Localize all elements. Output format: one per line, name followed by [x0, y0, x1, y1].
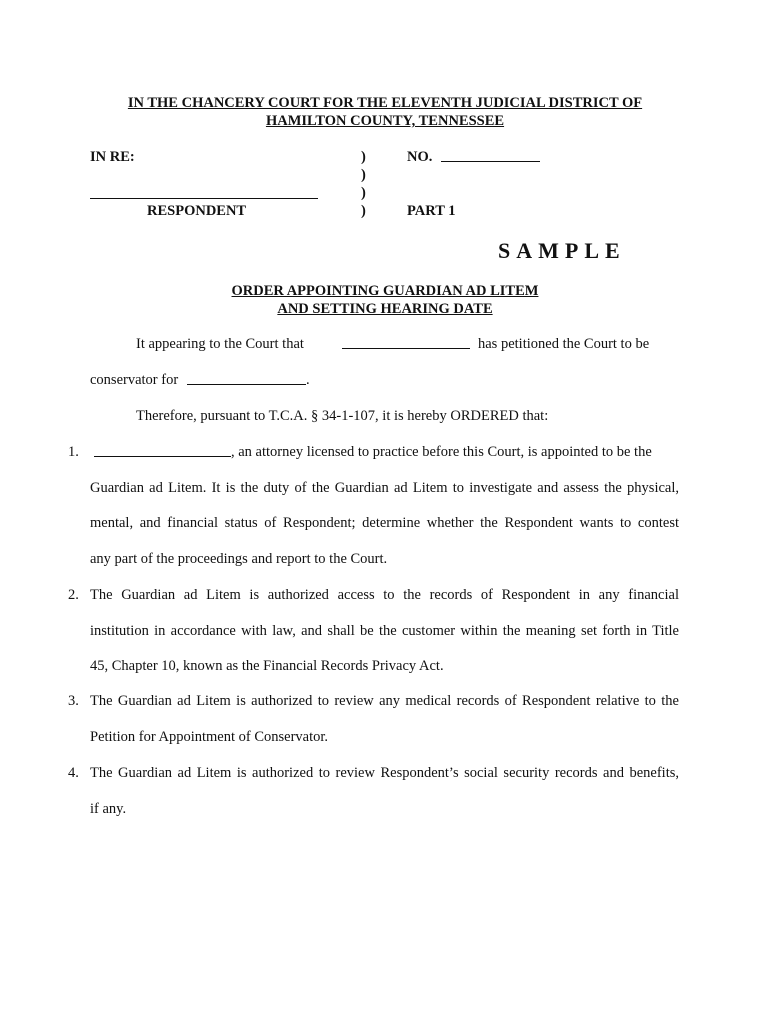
caption-paren: )	[361, 203, 366, 219]
item-3-line-2: Petition for Appointment of Conservator.	[90, 729, 329, 745]
item-3-line-1: The Guardian ad Litem is authorized to review any medical records of Respondent relative to the	[90, 693, 679, 709]
attorney-name-blank	[94, 456, 231, 457]
item-1-line-2: Guardian ad Litem. It is the duty of the Guardian ad Litem to investigate and assess the physical,	[90, 480, 679, 496]
petitioner-blank	[342, 348, 470, 349]
item-1-line-1: , an attorney licensed to practice before this Court, is appointed to be the	[231, 444, 652, 460]
item-number: 3.	[68, 693, 79, 709]
item-number: 4.	[68, 765, 79, 781]
intro-text-a: It appearing to the Court that	[136, 336, 304, 352]
item-1-line-3: mental, and financial status of Respondent; determine whether the Respondent wants to contest	[90, 515, 679, 531]
intro-text-d: .	[306, 372, 310, 388]
case-number-label: NO.	[407, 149, 433, 165]
caption-paren: )	[361, 185, 366, 201]
conservatee-blank	[187, 384, 306, 385]
item-1-line-4: any part of the proceedings and report to the Court.	[90, 551, 388, 567]
intro-text-c: conservator for	[90, 372, 179, 388]
item-2-line-2: institution in accordance with law, and shall be the customer within the meaning set forth in Title	[90, 623, 679, 639]
respondent-label: RESPONDENT	[147, 203, 247, 219]
sample-watermark: SAMPLE	[498, 238, 626, 263]
order-title-line-2: AND SETTING HEARING DATE	[277, 301, 493, 317]
item-number: 1.	[68, 444, 79, 460]
intro-text-b: has petitioned the Court to be	[478, 336, 650, 352]
item-4-line-1: The Guardian ad Litem is authorized to review Respondent’s social security records and benefits,	[90, 765, 679, 781]
ordered-statement: Therefore, pursuant to T.C.A. § 34-1-107, it is hereby ORDERED that:	[136, 408, 549, 424]
case-number-blank	[441, 161, 540, 162]
court-name-line-2: HAMILTON COUNTY, TENNESSEE	[265, 113, 505, 129]
caption-paren: )	[361, 167, 366, 183]
part-label: PART 1	[407, 203, 456, 219]
order-title-line-1: ORDER APPOINTING GUARDIAN AD LITEM	[231, 283, 539, 299]
in-re-label: IN RE:	[90, 149, 135, 165]
respondent-name-blank	[90, 198, 318, 199]
item-number: 2.	[68, 587, 79, 603]
item-2-line-3: 45, Chapter 10, known as the Financial Records Privacy Act.	[90, 658, 444, 674]
caption-paren: )	[361, 149, 366, 165]
item-4-line-2: if any.	[90, 801, 127, 817]
court-name-line-1: IN THE CHANCERY COURT FOR THE ELEVENTH JUDICIAL DISTRICT OF	[127, 95, 643, 111]
item-2-line-1: The Guardian ad Litem is authorized access to the records of Respondent in any financial	[90, 587, 679, 603]
